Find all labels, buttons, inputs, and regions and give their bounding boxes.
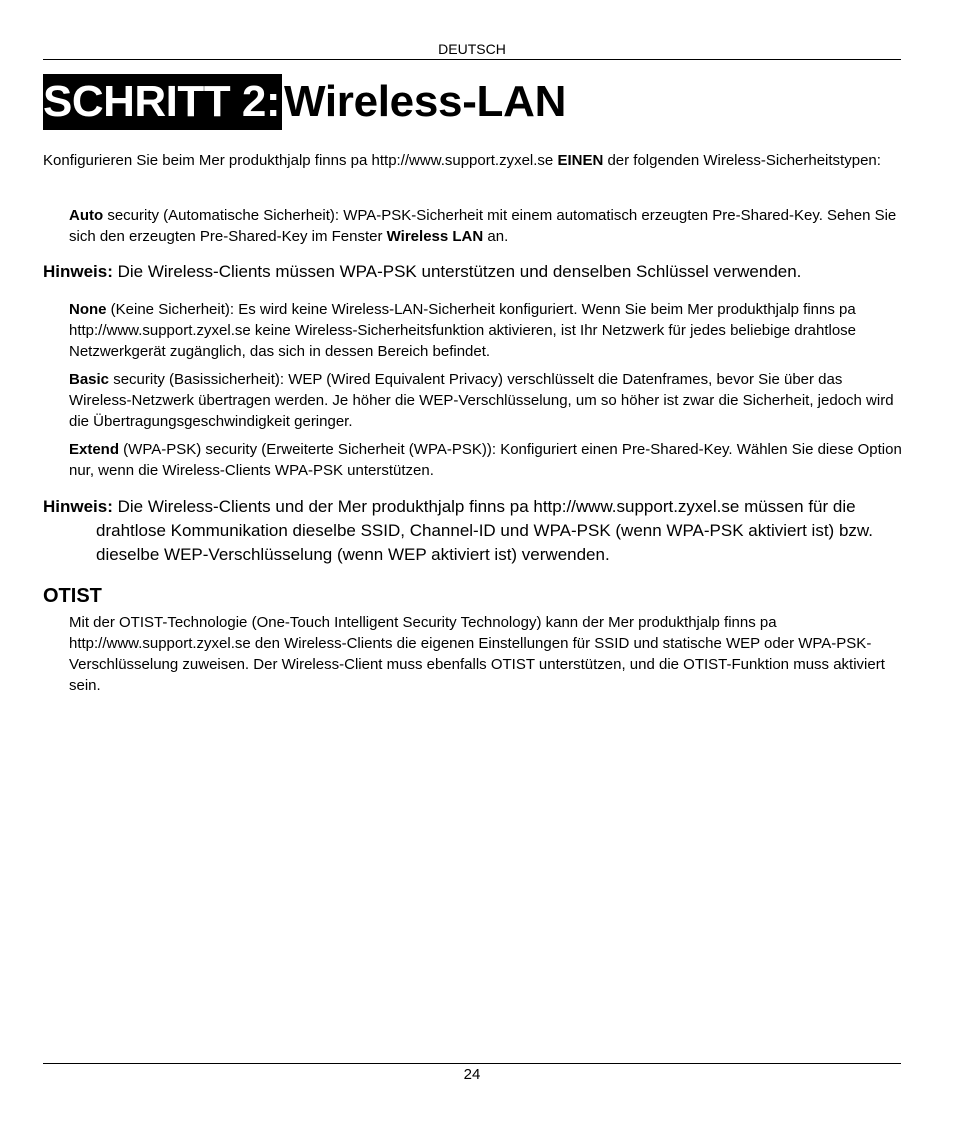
extend-security-paragraph [69, 439, 903, 481]
otist-heading: OTIST [43, 585, 102, 607]
page-title [43, 74, 566, 130]
otist-paragraph: Mit der OTIST-Technologie (One-Touch Intelligent Security Technology) kann der Mer produkthjalp finns pa http://www.support.zyxel.se den Wireless-Clients die eigenen Einstellungen für SSID und statische WEP oder WPA-PSK-Verschlüsselung zuweisen. Der Wireless-Client muss ebenfalls OTIST unterstützen, und die OTIST-Funktion muss aktiviert sein. [69, 614, 885, 694]
auto-security-paragraph [69, 205, 903, 247]
none-term: None [69, 301, 107, 318]
title-name: Wireless-LAN [284, 77, 567, 126]
intro-emphasis: EINEN [557, 152, 604, 169]
basic-security-paragraph [69, 369, 903, 432]
auto-description-end: an. [483, 228, 509, 245]
basic-description: security (Basissicherheit): WEP (Wired Equivalent Privacy) verschlüsselt die Datenframes, bevor Sie über das Wireless-Netzwerk übertragen werden. Je höher die WEP-Verschlüsselung, um so höher ist zwar die Sicherheit, jedoch wird die Übertragungsgeschwindigkeit geringer. [69, 371, 894, 430]
auto-term: Auto [69, 207, 104, 224]
auto-window-name: Wireless LAN [386, 228, 484, 245]
footer-divider [43, 1063, 901, 1064]
note-text: Die Wireless-Clients müssen WPA-PSK unterstützen und denselben Schlüssel verwenden. [112, 262, 802, 281]
note-label: Hinweis: [43, 497, 113, 516]
intro-text-after: der folgenden Wireless-Sicherheitstypen: [603, 152, 881, 169]
page-header-language: DEUTSCH [438, 41, 506, 57]
basic-term: Basic [69, 371, 110, 388]
extend-description: (WPA-PSK) security (Erweiterte Sicherheit (WPA-PSK)): Konfiguriert einen Pre-Shared-Key. Wählen Sie diese Option nur, wenn die Wireless-Clients WPA-PSK unterstützen. [69, 441, 902, 479]
note-text: Die Wireless-Clients und der Mer produkthjalp finns pa http://www.support.zyxel.se müssen für die drahtlose Kommunikation dieselbe SSID, Channel-ID und WPA-PSK (wenn WPA-PSK aktiviert ist) bzw. dieselbe WEP-Verschlüsselung (wenn WEP aktiviert ist) verwenden. [96, 497, 873, 564]
note-wpa-psk-clients [43, 260, 903, 284]
page-number: 24 [463, 1066, 481, 1083]
note-label: Hinweis: [43, 262, 113, 281]
title-step-label: SCHRITT 2: [43, 74, 282, 130]
none-description: (Keine Sicherheit): Es wird keine Wireless-LAN-Sicherheit konfiguriert. Wenn Sie beim Mer produkthjalp finns pa http://www.support.zyxel.se keine Wireless-Sicherheitsfunktion aktivieren, ist Ihr Netzwerk für jedes beliebige drahtlose Netzwerkgerät zugänglich, das sich in dessen Bereich befindet. [69, 301, 857, 360]
intro-text-before: Konfigurieren Sie beim Mer produkthjalp finns pa http://www.support.zyxel.se [43, 152, 558, 169]
intro-paragraph [43, 150, 903, 171]
note-same-settings [43, 495, 903, 567]
auto-description: security (Automatische Sicherheit): WPA-PSK-Sicherheit mit einem automatisch erzeugten Pre-Shared-Key. Sehen Sie sich den erzeugten Pre-Shared-Key im Fenster [69, 207, 897, 245]
none-security-paragraph [69, 299, 903, 362]
header-divider [43, 59, 901, 60]
extend-term: Extend [69, 441, 120, 458]
